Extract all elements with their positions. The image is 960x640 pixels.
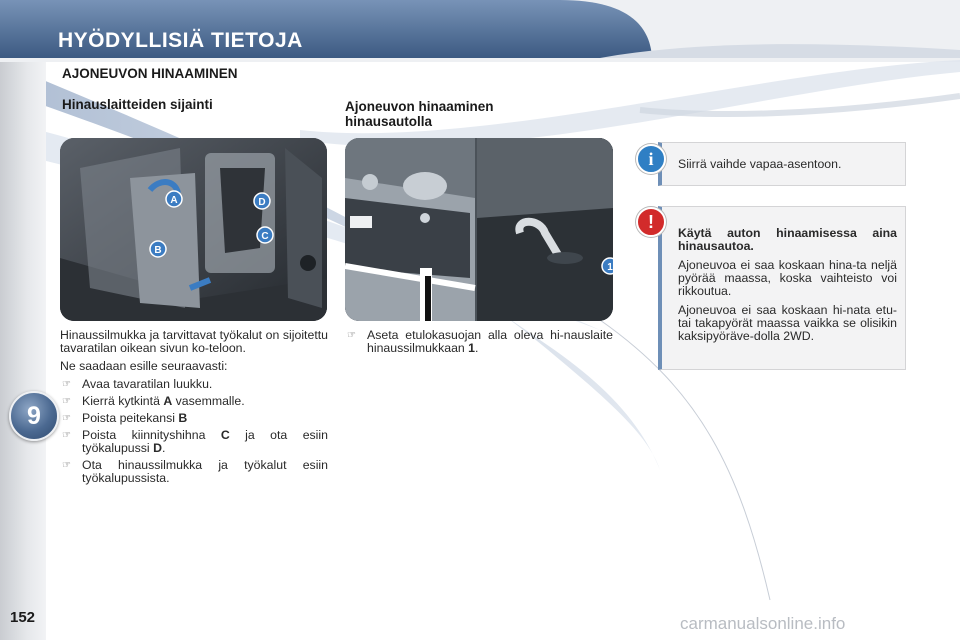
warning-paragraph: Ajoneuvoa ei saa koskaan hina-ta neljä pyörää maassa, koska vaihteisto voi rikkoutua. bbox=[678, 258, 897, 298]
steps-list bbox=[60, 378, 328, 485]
side-margin-strip bbox=[0, 62, 46, 640]
page-header-title: HYÖDYLLISIÄ TIETOJA bbox=[58, 29, 303, 52]
warning-note-content bbox=[678, 227, 897, 349]
warning-icon: ! bbox=[636, 207, 666, 237]
photo-label-b: B bbox=[154, 245, 162, 256]
warning-note-box bbox=[658, 206, 906, 370]
section-title: AJONEUVON HINAAMINEN bbox=[62, 66, 238, 81]
list-item: ☞ Poista peitekansi B bbox=[62, 411, 188, 425]
photo-label-1: 1 bbox=[607, 262, 613, 273]
pointer-hand-icon: ☞ bbox=[62, 379, 71, 390]
chapter-number-badge: 9 bbox=[9, 391, 59, 441]
list-item: ☞ Kierrä kytkintä A vasemmalle. bbox=[62, 394, 245, 408]
car-front-tow-eye-photo bbox=[345, 138, 613, 321]
pointer-hand-icon: ☞ bbox=[62, 430, 71, 441]
info-note-text: Siirrä vaihde vapaa-asentoon. bbox=[678, 157, 842, 171]
list-item: ☞ Poista kiinnityshihna C ja ota esiin työkalupussi D. bbox=[62, 428, 328, 455]
photo-label-c: C bbox=[261, 231, 269, 242]
intro-text: Hinaussilmukka ja tarvittavat työkalut on sijoitettu tavaratilan oikean sivun ko-teloon. bbox=[60, 328, 328, 355]
page-number: 152 bbox=[10, 609, 36, 626]
photo-label-d: D bbox=[258, 197, 266, 208]
subtitle-towing-equipment-location: Hinauslaitteiden sijainti bbox=[62, 97, 213, 112]
list-item: ☞ Ota hinaussilmukka ja työkalut esiin työkalupussista. bbox=[62, 458, 328, 485]
photo-label-a: A bbox=[170, 195, 178, 206]
pointer-hand-icon: ☞ bbox=[347, 330, 356, 341]
list-item: ☞ Aseta etulokasuojan alla oleva hi-nauslaite hinaussilmukkaan 1. bbox=[347, 328, 613, 355]
pointer-hand-icon: ☞ bbox=[62, 460, 71, 471]
list-item: ☞ Avaa tavaratilan luukku. bbox=[62, 377, 213, 391]
steps-list bbox=[345, 329, 613, 355]
tow-truck-instructions bbox=[345, 329, 613, 359]
trunk-compartment-photo bbox=[60, 138, 327, 321]
pointer-hand-icon: ☞ bbox=[62, 396, 71, 407]
info-icon: i bbox=[636, 144, 666, 174]
subtitle-towing-by-tow-truck: Ajoneuvon hinaaminen hinausautolla bbox=[345, 99, 494, 129]
towing-equipment-instructions bbox=[60, 329, 328, 489]
info-note-box bbox=[658, 142, 906, 186]
lead-text: Ne saadaan esille seuraavasti: bbox=[60, 359, 228, 373]
pointer-hand-icon: ☞ bbox=[62, 413, 71, 424]
watermark-text: carmanualsonline.info bbox=[680, 614, 846, 633]
warning-heading: Käytä auton hinaamisessa aina hinausautoa. bbox=[678, 226, 897, 253]
warning-paragraph: Ajoneuvoa ei saa koskaan hi-nata etu- tai takapyörät maassa vaikka se olisikin kaksipyöräve-dolla 2WD. bbox=[678, 303, 897, 343]
